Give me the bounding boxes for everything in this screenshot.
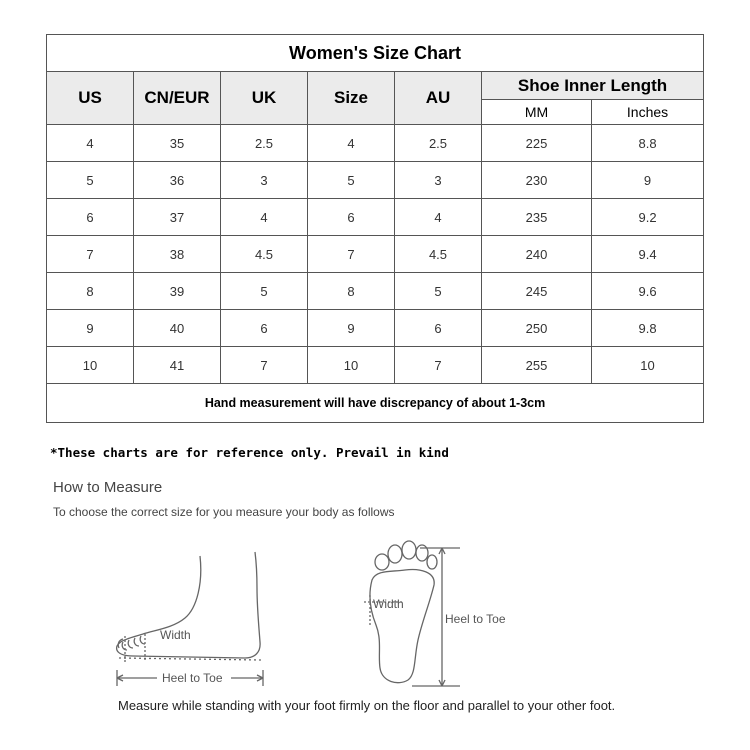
table-cell: 6 bbox=[395, 310, 482, 347]
table-cell: 37 bbox=[134, 199, 221, 236]
table-cell: 6 bbox=[47, 199, 134, 236]
table-cell: 41 bbox=[134, 347, 221, 384]
header-au: AU bbox=[395, 72, 482, 125]
table-cell: 5 bbox=[47, 162, 134, 199]
table-row bbox=[47, 236, 704, 273]
table-cell: 6 bbox=[221, 310, 308, 347]
sole-width-label: Width bbox=[373, 597, 404, 611]
how-to-measure-title: How to Measure bbox=[53, 479, 163, 496]
table-cell: 7 bbox=[47, 236, 134, 273]
table-cell: 36 bbox=[134, 162, 221, 199]
table-cell: 35 bbox=[134, 125, 221, 162]
table-row bbox=[47, 162, 704, 199]
table-cell: 4 bbox=[308, 125, 395, 162]
table-cell: 10 bbox=[47, 347, 134, 384]
table-cell: 8 bbox=[308, 273, 395, 310]
table-cell: 4 bbox=[47, 125, 134, 162]
table-cell: 5 bbox=[221, 273, 308, 310]
side-foot-illustration bbox=[105, 548, 285, 693]
table-cell: 39 bbox=[134, 273, 221, 310]
table-row bbox=[47, 199, 704, 236]
table-cell: 7 bbox=[395, 347, 482, 384]
table-cell: 9.8 bbox=[592, 310, 704, 347]
table-cell: 255 bbox=[482, 347, 592, 384]
table-cell: 8.8 bbox=[592, 125, 704, 162]
table-cell: 10 bbox=[308, 347, 395, 384]
side-length-label: Heel to Toe bbox=[162, 671, 223, 685]
size-chart-table bbox=[46, 34, 704, 423]
sole-foot-illustration bbox=[350, 540, 530, 690]
table-cell: 4.5 bbox=[395, 236, 482, 273]
table-cell: 6 bbox=[308, 199, 395, 236]
table-row bbox=[47, 125, 704, 162]
measurement-note: Hand measurement will have discrepancy of about 1-3cm bbox=[47, 384, 704, 423]
table-cell: 5 bbox=[308, 162, 395, 199]
table-row bbox=[47, 347, 704, 384]
table-cell: 4.5 bbox=[221, 236, 308, 273]
table-cell: 3 bbox=[395, 162, 482, 199]
reference-disclaimer: *These charts are for reference only. Prevail in kind bbox=[50, 445, 449, 460]
table-cell: 2.5 bbox=[221, 125, 308, 162]
side-width-label: Width bbox=[160, 628, 191, 642]
measure-instruction: Measure while standing with your foot firmly on the floor and parallel to your other foot. bbox=[118, 698, 616, 713]
table-cell: 9 bbox=[592, 162, 704, 199]
table-cell: 3 bbox=[221, 162, 308, 199]
header-uk: UK bbox=[221, 72, 308, 125]
table-cell: 9.4 bbox=[592, 236, 704, 273]
chart-title: Women's Size Chart bbox=[47, 35, 704, 72]
table-cell: 7 bbox=[308, 236, 395, 273]
table-row bbox=[47, 310, 704, 347]
table-cell: 4 bbox=[395, 199, 482, 236]
header-us: US bbox=[47, 72, 134, 125]
table-cell: 240 bbox=[482, 236, 592, 273]
table-cell: 9 bbox=[47, 310, 134, 347]
table-cell: 10 bbox=[592, 347, 704, 384]
table-cell: 235 bbox=[482, 199, 592, 236]
table-cell: 4 bbox=[221, 199, 308, 236]
table-cell: 38 bbox=[134, 236, 221, 273]
table-cell: 9 bbox=[308, 310, 395, 347]
table-cell: 8 bbox=[47, 273, 134, 310]
header-inner-length: Shoe Inner Length bbox=[482, 72, 704, 100]
table-cell: 245 bbox=[482, 273, 592, 310]
table-body bbox=[47, 125, 704, 384]
sole-length-label: Heel to Toe bbox=[445, 612, 506, 626]
table-cell: 2.5 bbox=[395, 125, 482, 162]
header-mm: MM bbox=[482, 100, 592, 125]
table-cell: 9.6 bbox=[592, 273, 704, 310]
table-cell: 9.2 bbox=[592, 199, 704, 236]
table-cell: 7 bbox=[221, 347, 308, 384]
header-inches: Inches bbox=[592, 100, 704, 125]
table-row bbox=[47, 273, 704, 310]
header-size: Size bbox=[308, 72, 395, 125]
table-cell: 250 bbox=[482, 310, 592, 347]
how-to-measure-subtitle: To choose the correct size for you measure your body as follows bbox=[53, 505, 395, 519]
table-cell: 230 bbox=[482, 162, 592, 199]
header-cneur: CN/EUR bbox=[134, 72, 221, 125]
table-cell: 40 bbox=[134, 310, 221, 347]
table-cell: 5 bbox=[395, 273, 482, 310]
table-cell: 225 bbox=[482, 125, 592, 162]
